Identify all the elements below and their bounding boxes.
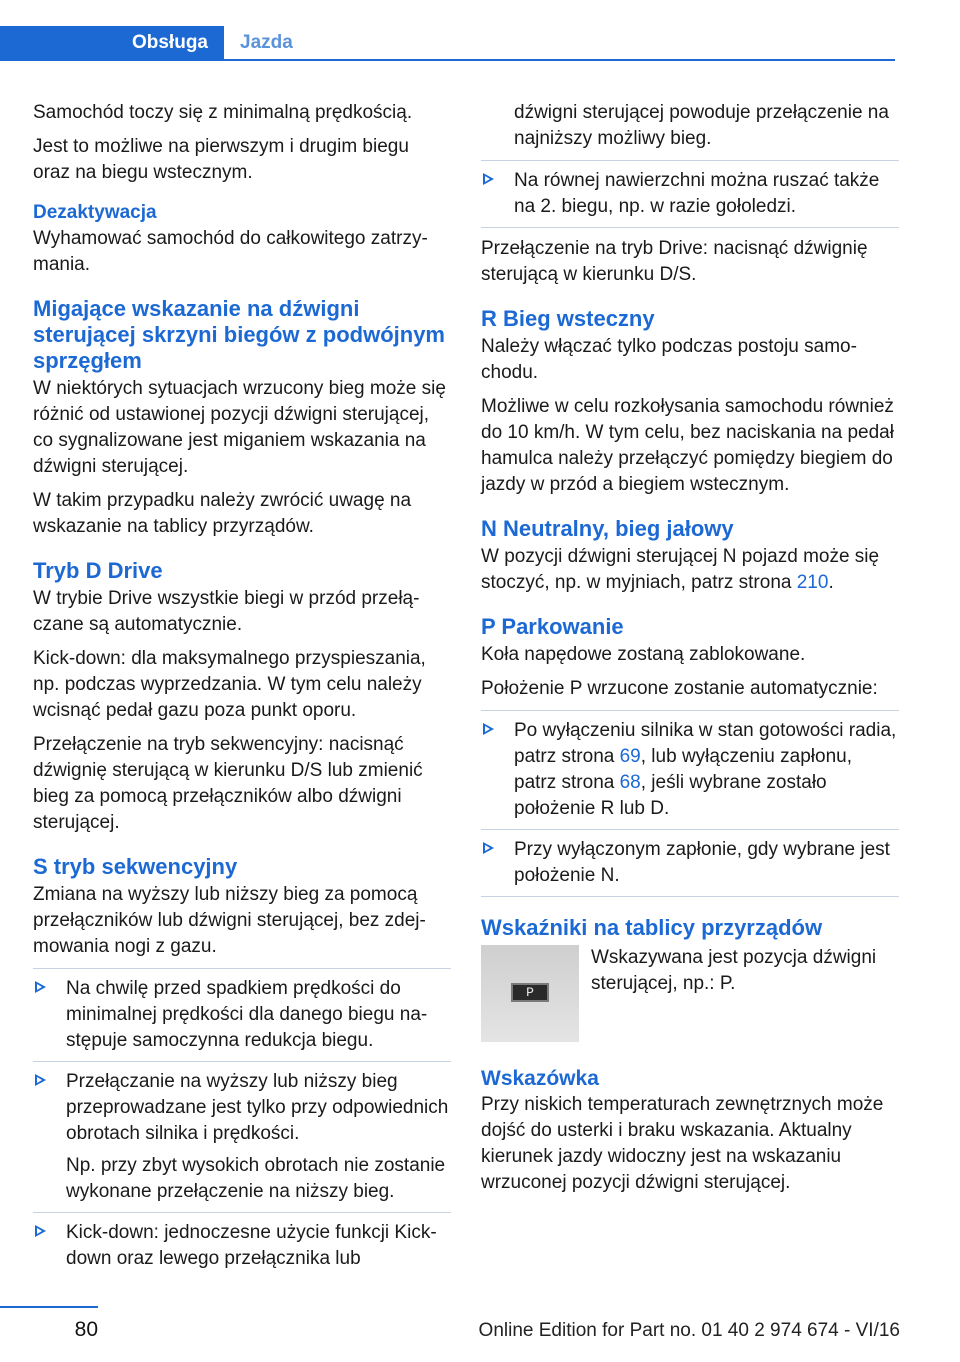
right-column xyxy=(481,100,899,1204)
gear-display: P xyxy=(511,983,549,1002)
triangle-bullet-icon xyxy=(483,842,494,854)
list-item: Przełączanie na wyższy lub niższy bieg przeprowadzane jest tylko przy odpowiednich obrotach silnika i prędkości. Np. przy zbyt wysokich obrotach nie zostanie wykonane przełączenie na niższy bieg. xyxy=(33,1062,451,1213)
bullet-list xyxy=(481,161,899,228)
triangle-bullet-icon xyxy=(483,723,494,735)
edition-footer: Online Edition for Part no. 01 40 2 974 674 - VI/16 xyxy=(478,1320,900,1341)
left-column xyxy=(33,100,451,1287)
blinking-indicator-heading: Migające wskazanie na dźwigni sterującej skrzyni biegów z podwójnym sprzęgłem xyxy=(33,296,445,373)
drive-mode-heading: Tryb D Drive xyxy=(33,558,163,583)
paragraph: Przy niskich temperaturach zewnętrznych może dojść do usterki i braku wskazania. Aktualny kierunek jazdy widoczny jest na wskazaniu wrzuconej pozycji dźwigni sterującej. xyxy=(481,1094,884,1193)
page-link-69[interactable]: 69 xyxy=(619,746,641,767)
paragraph: W trybie Drive wszystkie biegi w przód przełączane są automatycznie. xyxy=(33,588,420,635)
tab-bar xyxy=(0,26,895,62)
sequential-mode-heading: S tryb sekwencyjny xyxy=(33,854,238,879)
paragraph: W pozycji dźwigni sterującej N pojazd może się stoczyć, np. w myjniach, patrz strona 210. xyxy=(481,546,880,593)
paragraph: Jest to możliwe na pierwszym i drugim biegu oraz na biegu wstecznym. xyxy=(33,136,409,183)
tab-underline xyxy=(0,59,895,61)
indicators-heading: Wskaźniki na tablicy przyrządów xyxy=(481,915,823,940)
bullet-list xyxy=(33,968,451,1279)
paragraph: Samochód toczy się z minimalną prędkością. xyxy=(33,102,413,123)
page-number: 80 xyxy=(74,1318,98,1341)
paragraph: Przełączenie na tryb sekwencyjny: nacisnąć dźwignię sterującą w kierunku D/S lub zmienić bieg za pomocą przełączników albo dźwigni sterującej. xyxy=(33,734,423,833)
parking-heading: P Parkowanie xyxy=(481,614,624,639)
list-item: Po wyłączeniu silnika w stan gotowości radia, patrz strona 69, lub wyłączeniu zapłonu, patrz strona 68, jeśli wybrane zostało położenie R lub D. xyxy=(481,711,899,830)
paragraph: Możliwe w celu rozkołysania samochodu również do 10 km/h. W tym celu, bez naciskania na pedał hamulca należy przełączyć pomiędzy biegiem do jazdy w przód a biegiem wstecznym. xyxy=(481,396,894,495)
paragraph: Położenie P wrzucone zostanie automatycznie: xyxy=(481,678,878,699)
tab-jazda[interactable]: Jazda xyxy=(240,32,293,53)
page-link-68[interactable]: 68 xyxy=(619,772,641,793)
list-item: Kick-down: jednoczesne użycie funkcji Kick-down oraz lewego przełącznika lub xyxy=(33,1213,451,1279)
triangle-bullet-icon xyxy=(483,173,494,185)
triangle-bullet-icon xyxy=(35,1074,46,1086)
bullet-list xyxy=(481,710,899,897)
deactivation-heading: Dezaktywacja xyxy=(33,202,157,223)
gear-indicator-image xyxy=(481,945,579,1042)
paragraph: W niektórych sytuacjach wrzucony bieg może się różnić od ustawionej pozycji dźwigni sterującej, co sygnalizowane jest miganiem wskazania na dźwigni sterującej. xyxy=(33,378,446,477)
page-link-210[interactable]: 210 xyxy=(796,572,829,593)
tab-obsluga[interactable]: Obsługa xyxy=(0,26,224,60)
page-number-rule xyxy=(0,1306,98,1308)
paragraph: Kick-down: dla maksymalnego przyspieszania, np. podczas wyprzedzania. W tym celu należy wcisnąć pedał gazu poza punkt oporu. xyxy=(33,648,426,721)
paragraph: Należy włączać tylko podczas postoju samochodu. xyxy=(481,336,857,383)
paragraph: Koła napędowe zostaną zablokowane. xyxy=(481,644,806,665)
triangle-bullet-icon xyxy=(35,981,46,993)
paragraph: W takim przypadku należy zwrócić uwagę na wskazanie na tablicy przyrządów. xyxy=(33,490,412,537)
list-item-continuation: dźwigni sterującej powoduje przełączenie na najniższy możliwy bieg. xyxy=(481,100,899,161)
list-item: Na równej nawierzchni można ruszać także na 2. biegu, np. w razie gołoledzi. xyxy=(481,161,899,228)
hint-heading: Wskazówka xyxy=(481,1067,599,1090)
paragraph: Przełączenie na tryb Drive: nacisnąć dźwignię sterującą w kierunku D/S. xyxy=(481,238,868,285)
triangle-bullet-icon xyxy=(35,1225,46,1237)
list-item: Przy wyłączonym zapłonie, gdy wybrane jest położenie N. xyxy=(481,830,899,897)
list-item: Na chwilę przed spadkiem prędkości do minimalnej prędkości dla danego biegu następuje samoczynna redukcja biegu. xyxy=(33,969,451,1062)
indicator-row xyxy=(481,945,899,1042)
indicator-description: Wskazywana jest pozycja dźwigni sterującej, np.: P. xyxy=(591,947,877,994)
neutral-heading: N Neutralny, bieg jałowy xyxy=(481,516,734,541)
paragraph: Zmiana na wyższy lub niższy bieg za pomocą przełączników lub dźwigni sterującej, bez zdejmowania nogi z gazu. xyxy=(33,884,426,957)
paragraph: Wyhamować samochód do całkowitego zatrzymania. xyxy=(33,228,428,275)
reverse-heading: R Bieg wsteczny xyxy=(481,306,655,331)
